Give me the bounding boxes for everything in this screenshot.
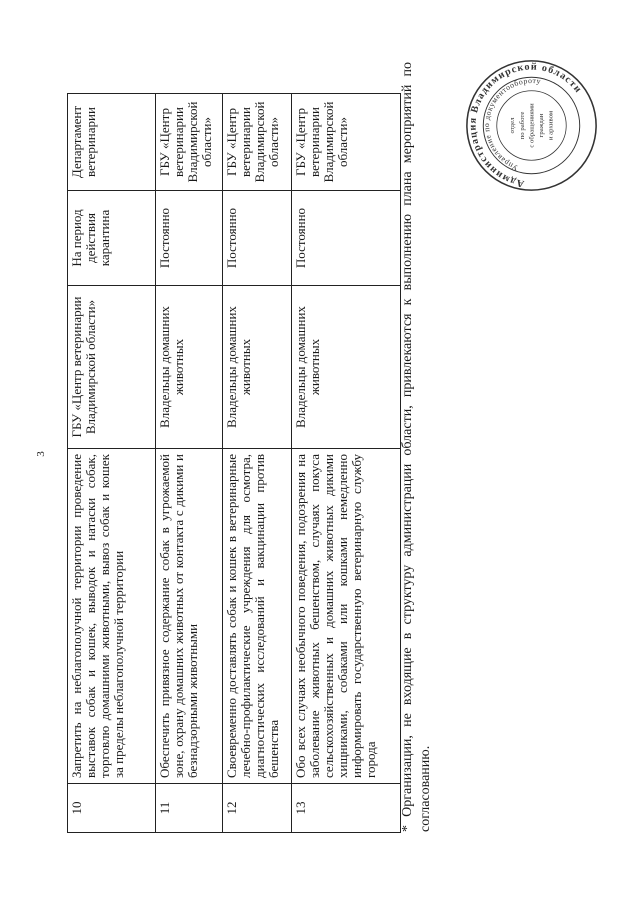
row-number: 12 bbox=[223, 784, 292, 833]
table-row bbox=[68, 94, 156, 833]
stamp-line: и архивом bbox=[547, 110, 555, 141]
stamp-line: граждан bbox=[538, 113, 546, 138]
page-number: 3 bbox=[34, 451, 47, 457]
term-cell: Постоянно bbox=[292, 191, 401, 286]
executor-cell: ГБУ «Центр ветеринарии Владимирской области» bbox=[68, 286, 156, 449]
stamp-line: с обращениями bbox=[528, 103, 536, 148]
row-number: 10 bbox=[68, 784, 156, 833]
footnote: * Организации, не входящие в структуру администрации области, привлекаются к выполнению плана мероприятий по согласованию. bbox=[400, 62, 433, 832]
row-number: 13 bbox=[292, 784, 401, 833]
measure-cell: Обо всех случаях необычного поведения, подозрения на заболевание животных бешенством, случаях покуса сельскохозяйственных и домашних животных дикими хищниками, собаками или кошками немедленно информировать государственную ветеринарную службу города bbox=[292, 449, 401, 784]
measure-cell: Обеспечить привязное содержание собак в угрожаемой зоне, охрану домашних животных от контакта с дикими и безнадзорными животными bbox=[156, 449, 223, 784]
executor-cell: Владельцы домашних животных bbox=[292, 286, 401, 449]
responsible-cell: Департамент ветеринарии bbox=[68, 94, 156, 191]
executor-cell: Владельцы домашних животных bbox=[156, 286, 223, 449]
official-stamp bbox=[464, 58, 599, 193]
executor-cell: Владельцы домашних животных bbox=[223, 286, 292, 449]
measure-cell: Своевременно доставлять собак и кошек в ветеринарные лечебно-профилактические учреждения для осмотра, диагностических исследований и вакцинации против бешенства bbox=[223, 449, 292, 784]
row-number: 11 bbox=[156, 784, 223, 833]
stamp-ring-text: Управление по документообороту bbox=[482, 76, 542, 173]
term-cell: На период действия карантина bbox=[68, 191, 156, 286]
stamp-line: по работе bbox=[518, 111, 526, 140]
term-cell: Постоянно bbox=[223, 191, 292, 286]
table-row bbox=[223, 94, 292, 833]
responsible-cell: ГБУ «Центр ветеринарии Владимирской области» bbox=[292, 94, 401, 191]
term-cell: Постоянно bbox=[156, 191, 223, 286]
table-row bbox=[156, 94, 223, 833]
measure-cell: Запретить на неблагополучной территории проведение выставок собак и кошек, выводок и натаски собак, торговлю домашними животными, вывоз собак и кошек за пределы неблагополучной территории bbox=[68, 449, 156, 784]
stamp-line: отдел bbox=[509, 117, 517, 134]
responsible-cell: ГБУ «Центр ветеринарии Владимирской области» bbox=[156, 94, 223, 191]
stamp-seal-icon bbox=[464, 58, 599, 193]
measures-table bbox=[67, 93, 401, 833]
stamp-outer-text: Администрация Владимирской области bbox=[467, 61, 584, 189]
responsible-cell: ГБУ «Центр ветеринарии Владимирской области» bbox=[223, 94, 292, 191]
table-row bbox=[292, 94, 401, 833]
